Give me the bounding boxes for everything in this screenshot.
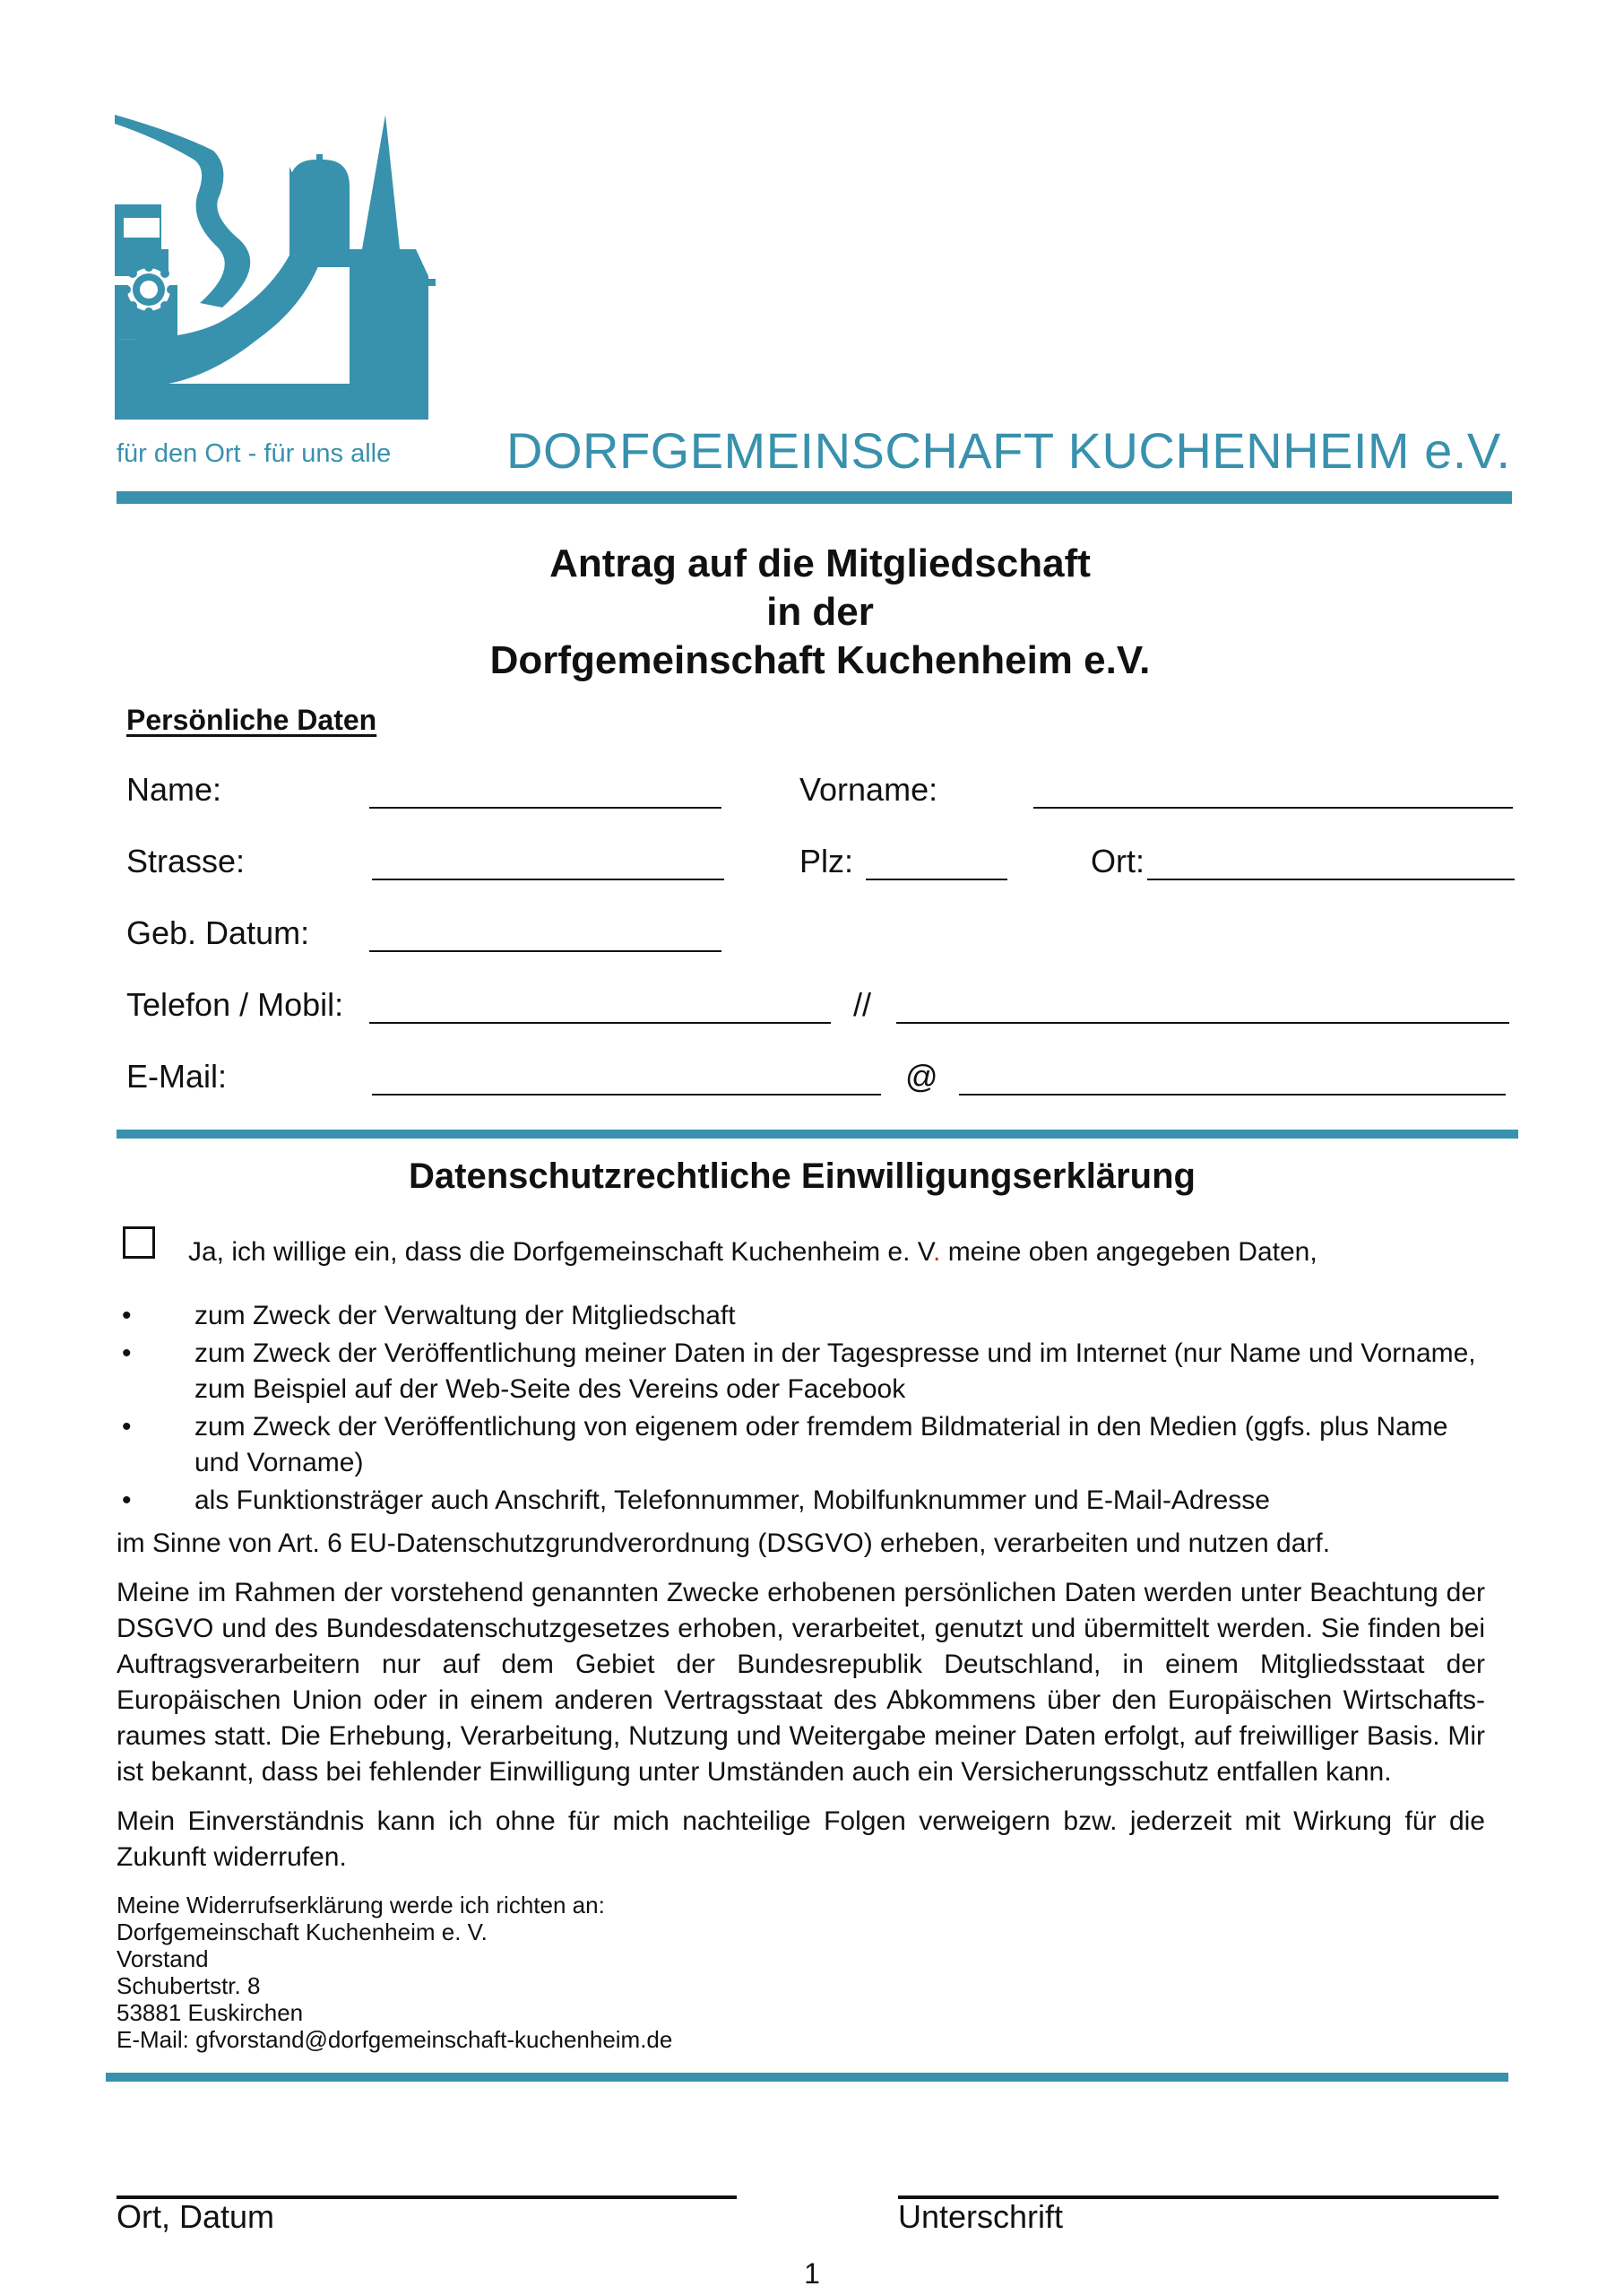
title-line-3: Dorfgemeinschaft Kuchenheim e.V. bbox=[489, 638, 1151, 682]
plz-label: Plz: bbox=[799, 843, 854, 879]
name-label: Name: bbox=[126, 771, 222, 808]
purpose-item bbox=[115, 1483, 1495, 1519]
consent-statement-part-2: meine oben angegeben Daten, bbox=[940, 1237, 1317, 1267]
plz-field[interactable] bbox=[866, 879, 1007, 880]
consent-statement bbox=[188, 1237, 1317, 1268]
bullet-icon: • bbox=[122, 1485, 132, 1515]
email-at-sign: @ bbox=[905, 1058, 938, 1095]
purpose-text: zum Zweck der Verwaltung der Mitgliedschaft bbox=[194, 1301, 736, 1330]
bullet-icon: • bbox=[122, 1301, 132, 1330]
name-field[interactable] bbox=[369, 807, 721, 809]
section-divider bbox=[117, 1130, 1518, 1139]
purpose-item bbox=[115, 1336, 1495, 1407]
telefon-field[interactable] bbox=[369, 1022, 831, 1024]
signature-label: Unterschrift bbox=[898, 2198, 1064, 2235]
revocation-intro: Meine Widerrufserklärung werde ich richten an: bbox=[117, 1892, 605, 1918]
dsgvo-line: im Sinne von Art. 6 EU-Datenschutzgrundverordnung (DSGVO) erheben, verarbeiten und nutzen darf. bbox=[117, 1529, 1331, 1558]
privacy-paragraph: Meine im Rahmen der vorstehend genannten Zwecke erhobenen persönlichen Daten werden unter Beachtung der DSGVO und des Bundesdatenschutzgesetzes erhoben, verarbeitet, genutzt und übermittelt werden. Sie finden bei Auftragsverarbeitern nur auf dem Gebiet der Bundesrepublik Deutschland, in einem Mitgliedsstaat der Europäischen Union oder in einem anderen Vertragsstaat des Abkommens über den Europäischen Wirtschaftsraumes statt. Die Erhebung, Verarbeitung, Nutzung und Weitergabe meiner Daten erfolgt, auf freiwilliger Basis. Mir ist bekannt, dass bei fehlender Einwilligung unter Umständen auch ein Versicherungsschutz entfallen kann. bbox=[117, 1578, 1485, 1787]
page-number: 1 bbox=[804, 2257, 820, 2290]
bullet-icon: • bbox=[122, 1338, 132, 1368]
telefon-separator: // bbox=[853, 986, 872, 1023]
revocation-email: E-Mail: gfvorstand@dorfgemeinschaft-kuchenheim.de bbox=[117, 2026, 673, 2053]
consent-heading: Datenschutzrechtliche Einwilligungserklärung bbox=[409, 1156, 1196, 1196]
mobil-field[interactable] bbox=[896, 1022, 1509, 1024]
title-line-1: Antrag auf die Mitgliedschaft bbox=[549, 541, 1091, 585]
email-domain-field[interactable] bbox=[959, 1094, 1506, 1096]
consent-checkbox[interactable] bbox=[123, 1226, 155, 1259]
org-name: DORFGEMEINSCHAFT KUCHENHEIM e.V. bbox=[506, 422, 1511, 479]
section-heading-personal: Persönliche Daten bbox=[126, 704, 377, 736]
place-date-label: Ort, Datum bbox=[117, 2198, 275, 2235]
revocation-right-paragraph: Mein Einverständnis kann ich ohne für mich nachteilige Folgen verweigern bzw. jederzeit mit Wirkung für die Zukunft widerrufen. bbox=[117, 1806, 1485, 1872]
purpose-text: zum Zweck der Veröffentlichung von eigenem oder fremdem Bildmaterial in den Medien (ggfs. plus Name und Vorname) bbox=[194, 1412, 1448, 1477]
email-label: E-Mail: bbox=[126, 1058, 228, 1095]
revocation-org: Dorfgemeinschaft Kuchenheim e. V. bbox=[117, 1918, 488, 1945]
consent-statement-part-1: Ja, ich willige ein, dass die Dorfgemeinschaft Kuchenheim e. V bbox=[188, 1237, 934, 1267]
header-divider bbox=[117, 491, 1512, 504]
strasse-field[interactable] bbox=[372, 879, 724, 880]
geb-datum-field[interactable] bbox=[369, 950, 721, 952]
footer-divider bbox=[106, 2073, 1508, 2082]
vorname-label: Vorname: bbox=[799, 771, 938, 808]
strasse-label: Strasse: bbox=[126, 843, 246, 879]
purpose-text: als Funktionsträger auch Anschrift, Telefonnummer, Mobilfunknummer und E-Mail-Adresse bbox=[194, 1485, 1270, 1515]
geb-datum-label: Geb. Datum: bbox=[126, 914, 310, 951]
email-local-field[interactable] bbox=[372, 1094, 881, 1096]
revocation-street: Schubertstr. 8 bbox=[117, 1972, 261, 1999]
village-logo-icon bbox=[115, 115, 437, 420]
revocation-address bbox=[117, 1892, 672, 2053]
tagline: für den Ort - für uns alle bbox=[117, 439, 392, 468]
purpose-list bbox=[115, 1298, 1495, 1520]
vorname-field[interactable] bbox=[1033, 807, 1513, 809]
ort-field[interactable] bbox=[1147, 879, 1515, 880]
telefon-label: Telefon / Mobil: bbox=[126, 986, 344, 1023]
purpose-item bbox=[115, 1298, 1495, 1334]
purpose-text: zum Zweck der Veröffentlichung meiner Daten in der Tagespresse und im Internet (nur Name und Vorname, zum Beispiel auf der Web-Seite des Vereins oder Facebook bbox=[194, 1338, 1476, 1404]
bullet-icon: • bbox=[122, 1412, 132, 1442]
form-title bbox=[269, 540, 1371, 685]
purpose-item bbox=[115, 1409, 1495, 1481]
consent-statement-dot: . bbox=[933, 1237, 941, 1267]
revocation-city: 53881 Euskirchen bbox=[117, 1999, 304, 2026]
title-line-2: in der bbox=[766, 590, 874, 634]
ort-label: Ort: bbox=[1091, 843, 1145, 879]
revocation-board: Vorstand bbox=[117, 1945, 209, 1972]
